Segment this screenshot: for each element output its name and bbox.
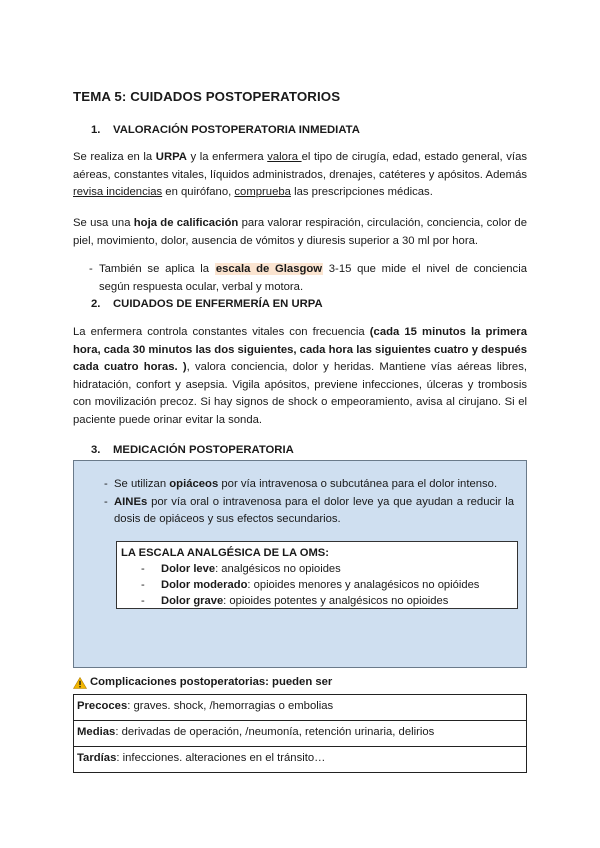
list-item: - Dolor grave: opioides potentes y analgésicos no opioides (121, 593, 517, 609)
bullet-dash: - (104, 478, 108, 490)
list-item: - AINEs por vía oral o intravenosa para el dolor leve ya que ayudan a reducir la dosis de opiáceos y sus efectos secundarios. (88, 494, 514, 529)
bullet-dash: - (141, 595, 145, 607)
complications-table (73, 694, 527, 773)
glasgow-bullet-list (73, 261, 527, 296)
list-item: - Dolor moderado: opioides menores y analagésicos no opióides (121, 577, 517, 593)
urpa-term: URPA (155, 151, 187, 163)
section-1-title: VALORACIÓN POSTOPERATORIA INMEDIATA (113, 124, 360, 136)
medication-box (73, 460, 527, 668)
oms-heading: LA ESCALA ANALGÉSICA DE LA OMS: (121, 547, 329, 559)
table-cell: Tardías: infecciones. alteraciones en el tránsito… (74, 747, 527, 773)
warning-icon (73, 677, 87, 689)
list-item: - Se utilizan opiáceos por vía intravenosa o subcutánea para el dolor intenso. (88, 476, 514, 494)
complications-heading (73, 674, 332, 692)
table-row (74, 721, 527, 747)
bullet-dash: - (141, 579, 145, 591)
oms-analgesic-scale-box (116, 541, 518, 609)
revisa-term: revisa incidencias (73, 186, 163, 198)
list-item: - Dolor leve: analgésicos no opioides (121, 561, 517, 577)
section-2-heading (91, 296, 323, 314)
bullet-dash: - (104, 495, 108, 508)
document-title: TEMA 5: CUIDADOS POSTOPERATORIOS (73, 89, 341, 104)
aines-term: AINEs (114, 495, 148, 508)
section-1-heading (91, 122, 360, 140)
list-item: - También se aplica la escala de Glasgow 3-15 que mide el nivel de conciencia según respuesta ocular, verbal y motora. (73, 261, 527, 296)
table-cell: Medias: derivadas de operación, /neumonía, retención urinaria, delirios (74, 721, 527, 747)
section-1-paragraph-2: Se usa una hoja de calificación para valorar respiración, circulación, conciencia, color de piel, movimiento, dolor, ausencia de vómitos y diuresis superior a 30 ml por hora. (73, 217, 527, 247)
medication-bullet-list (88, 476, 514, 529)
section-1-paragraph-1: Se realiza en la URPA y la enfermera valora el tipo de cirugía, edad, estado general, vías aéreas, constantes vitales, líquidos administrados, drenajes, catéteres y apósitos. Además revisa incidencias en quirófano, comprueba las prescripciones médicas. (73, 151, 527, 198)
table-cell: Precoces: graves. shock, /hemorragias o embolias (74, 695, 527, 721)
section-2-paragraph: La enfermera controla constantes vitales con frecuencia (cada 15 minutos la primera hora, cada 30 minutos las dos siguientes, cada hora las siguientes cuatro y después cada cuatro horas. ), valora conciencia, dolor y heridas. Mantiene vías aéreas libres, hidratación, confort y asepsia. Vigila apósitos, previene infecciones, úlceras y trombosis con movilización precoz. Si hay signos de shock o empeoramiento, avisa al cirujano. Si el paciente puede orinar evitar la sonda. (73, 326, 527, 426)
section-2-title: CUIDADOS DE ENFERMERÍA EN URPA (113, 298, 323, 310)
oms-list (121, 561, 517, 609)
glasgow-highlight: escala de Glasgow (215, 263, 323, 275)
bullet-dash: - (89, 263, 93, 275)
valora-term: valora (267, 151, 302, 163)
table-row (74, 695, 527, 721)
comprueba-term: comprueba (234, 186, 291, 198)
frequency-text: (cada 15 minutos la primera hora, cada 30 minutos las dos siguientes, cada hora las siguientes cuatro y después cada cuatro horas. ) (73, 326, 527, 373)
section-3-number: 3. (91, 444, 101, 456)
section-2-number: 2. (91, 298, 101, 310)
section-3-heading (91, 442, 294, 460)
table-row (74, 747, 527, 773)
section-1-number: 1. (91, 124, 101, 136)
opiaceos-term: opiáceos (169, 478, 219, 490)
complications-title: Complicaciones postoperatorias: pueden ser (90, 676, 333, 688)
hoja-term: hoja de calificación (133, 217, 239, 229)
bullet-dash: - (141, 563, 145, 575)
section-3-title: MEDICACIÓN POSTOPERATORIA (113, 444, 294, 456)
